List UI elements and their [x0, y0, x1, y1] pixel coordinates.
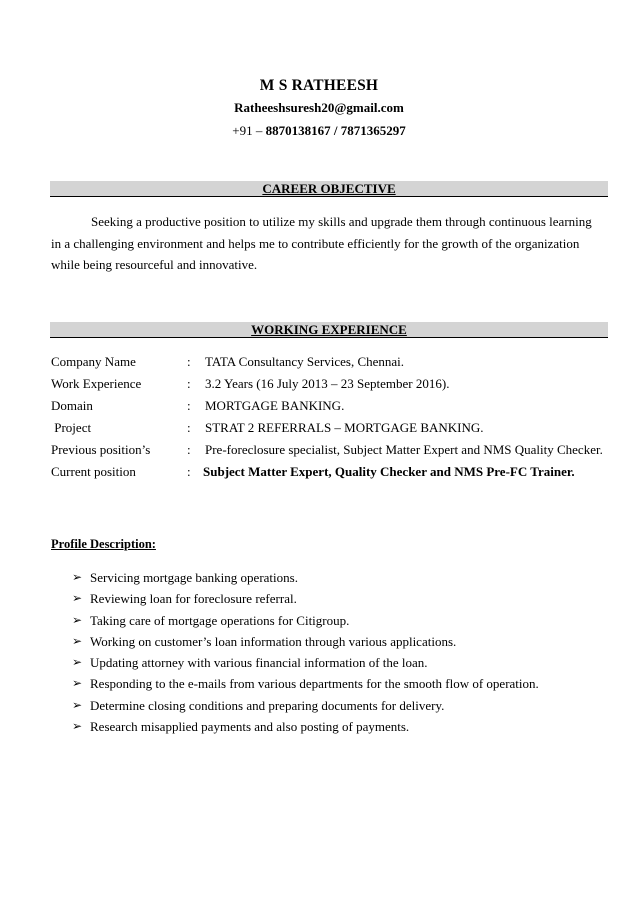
- profile-description-title: Profile Description:: [51, 537, 156, 551]
- list-item-text: Research misapplied payments and also posting of payments.: [90, 719, 410, 735]
- row-label: Domain: [51, 398, 93, 413]
- arrow-bullet-icon: ➢: [72, 697, 83, 712]
- row-label: Previous position’s: [51, 442, 151, 457]
- row-label: Company Name: [51, 354, 136, 369]
- career-objective-title: CAREER OBJECTIVE: [262, 181, 396, 196]
- row-value: TATA Consultancy Services, Chennai.: [205, 354, 405, 369]
- list-item-text: Updating attorney with various financial information of the loan.: [90, 655, 428, 671]
- row-colon: :: [187, 398, 191, 413]
- row-value: 3.2 Years (16 July 2013 – 23 September 2016).: [205, 376, 450, 391]
- arrow-bullet-icon: ➢: [72, 676, 83, 691]
- list-item: [72, 631, 539, 652]
- row-label: Project: [51, 420, 92, 435]
- experience-row-company: [51, 352, 611, 372]
- list-item-text: Responding to the e-mails from various departments for the smooth flow of operation.: [90, 676, 539, 692]
- career-objective-text: Seeking a productive position to utilize my skills and upgrade them through continuous learning in a challenging environment and helps me to contribute efficiently for the growth of the organization while being resourceful and innovative.: [51, 214, 592, 272]
- list-item: [72, 716, 539, 737]
- email-address: Ratheeshsuresh20@gmail.com: [234, 100, 404, 115]
- row-colon: :: [187, 354, 191, 369]
- arrow-bullet-icon: ➢: [72, 719, 83, 734]
- row-label: Current position: [51, 464, 136, 479]
- row-value: MORTGAGE BANKING.: [205, 398, 345, 413]
- list-item: [72, 652, 539, 673]
- row-value: Pre-foreclosure specialist, Subject Matter Expert and NMS Quality Checker.: [205, 442, 603, 457]
- arrow-bullet-icon: ➢: [72, 655, 83, 670]
- arrow-bullet-icon: ➢: [72, 570, 83, 584]
- row-value: STRAT 2 REFERRALS – MORTGAGE BANKING.: [205, 420, 484, 435]
- phone-numbers: [0, 123, 638, 139]
- list-item-text: Taking care of mortgage operations for Citigroup.: [90, 612, 350, 628]
- row-colon: :: [187, 376, 191, 391]
- row-value: Subject Matter Expert, Quality Checker and NMS Pre-FC Trainer.: [203, 464, 575, 479]
- phone-number-values: 8870138167 / 7871365297: [265, 123, 406, 138]
- experience-row-previous-position: [51, 440, 611, 460]
- experience-row-domain: [51, 396, 611, 416]
- row-colon: :: [187, 464, 191, 479]
- profile-bullet-list: [72, 567, 539, 737]
- list-item: [72, 567, 539, 588]
- arrow-bullet-icon: ➢: [72, 633, 83, 648]
- resume-name: M S RATHEESH: [259, 77, 379, 94]
- list-item-text: Reviewing loan for foreclosure referral.: [90, 591, 297, 607]
- list-item: [72, 588, 539, 609]
- list-item: [72, 610, 539, 631]
- list-item-text: Working on customer’s loan information through various applications.: [90, 633, 457, 649]
- list-item-text: Servicing mortgage banking operations.: [90, 570, 298, 585]
- list-item: [72, 673, 539, 694]
- row-label: Work Experience: [51, 376, 142, 391]
- experience-row-project: [51, 418, 611, 438]
- arrow-bullet-icon: ➢: [72, 591, 83, 606]
- experience-row-work-experience: [51, 374, 611, 394]
- working-experience-bar: [50, 322, 608, 338]
- list-item: [72, 695, 539, 716]
- arrow-bullet-icon: ➢: [72, 612, 83, 627]
- working-experience-title: WORKING EXPERIENCE: [251, 322, 407, 337]
- list-item-text: Determine closing conditions and preparing documents for delivery.: [90, 697, 445, 713]
- row-colon: :: [187, 420, 191, 435]
- row-colon: :: [187, 442, 191, 457]
- phone-prefix: +91 –: [232, 123, 263, 138]
- experience-row-current-position: [51, 462, 611, 482]
- career-objective-bar: [50, 181, 608, 197]
